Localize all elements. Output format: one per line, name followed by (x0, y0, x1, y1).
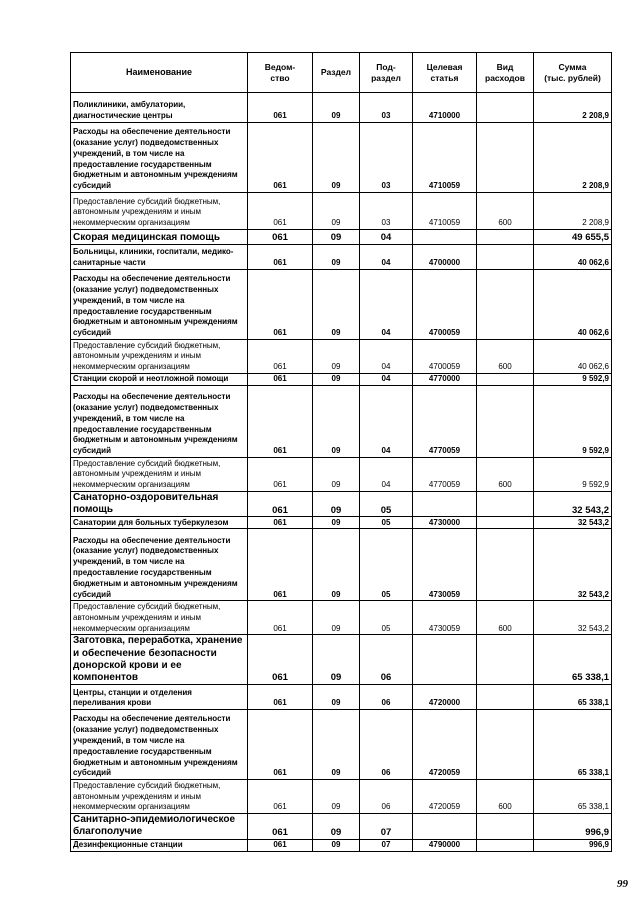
row-target: 4710000 (413, 93, 477, 123)
row-sum: 65 338,1 (534, 710, 612, 780)
row-name: Санаторно-оздоровительная помощь (71, 492, 248, 517)
row-expense (477, 270, 534, 340)
row-sum: 32 543,2 (534, 517, 612, 529)
row-sum: 2 208,9 (534, 93, 612, 123)
table-row (71, 780, 612, 814)
row-expense: 600 (477, 601, 534, 635)
row-name: Расходы на обеспечение деятельности (оказание услуг) подведомственных учреждений, в том числе на предоставление государственным бюджетным и автономным учреждениям субсидий (71, 270, 248, 340)
row-expense (477, 386, 534, 458)
row-subsection: 04 (360, 270, 413, 340)
table-row (71, 230, 612, 245)
row-section: 09 (313, 529, 360, 601)
row-dept: 061 (248, 517, 313, 529)
row-subsection: 04 (360, 245, 413, 270)
row-dept: 061 (248, 340, 313, 374)
row-target (413, 635, 477, 685)
row-subsection: 04 (360, 230, 413, 245)
row-section: 09 (313, 374, 360, 386)
row-section: 09 (313, 839, 360, 851)
row-expense (477, 685, 534, 710)
row-target: 4730000 (413, 517, 477, 529)
row-name: Предоставление субсидий бюджетным, автономным учреждениям и иным некоммерческим организациям (71, 601, 248, 635)
header-subsection: Под- раздел (360, 53, 413, 93)
row-expense (477, 635, 534, 685)
table-row (71, 270, 612, 340)
row-name: Предоставление субсидий бюджетным, автономным учреждениям и иным некоммерческим организациям (71, 193, 248, 230)
row-dept: 061 (248, 780, 313, 814)
row-target: 4720059 (413, 780, 477, 814)
row-dept: 061 (248, 123, 313, 193)
table-row (71, 386, 612, 458)
row-sum: 2 208,9 (534, 193, 612, 230)
row-section: 09 (313, 193, 360, 230)
budget-table (70, 52, 612, 852)
row-name: Санитарно-эпидемиологическое благополучие (71, 814, 248, 839)
row-sum: 2 208,9 (534, 123, 612, 193)
row-dept: 061 (248, 270, 313, 340)
row-expense (477, 814, 534, 839)
row-subsection: 06 (360, 685, 413, 710)
row-target: 4720000 (413, 685, 477, 710)
row-section: 09 (313, 340, 360, 374)
row-sum: 9 592,9 (534, 374, 612, 386)
row-section: 09 (313, 458, 360, 492)
row-expense: 600 (477, 458, 534, 492)
row-name: Поликлиники, амбулатории, диагностические центры (71, 93, 248, 123)
row-dept: 061 (248, 635, 313, 685)
table-row (71, 685, 612, 710)
header-section: Раздел (313, 53, 360, 93)
budget-table-page (70, 52, 611, 852)
header-dept: Ведом- ство (248, 53, 313, 93)
row-target (413, 492, 477, 517)
row-dept: 061 (248, 685, 313, 710)
row-expense (477, 245, 534, 270)
row-name: Расходы на обеспечение деятельности (оказание услуг) подведомственных учреждений, в том числе на предоставление государственным бюджетным и автономным учреждениям субсидий (71, 710, 248, 780)
row-name: Дезинфекционные станции (71, 839, 248, 851)
table-body (71, 93, 612, 852)
table-row (71, 635, 612, 685)
row-target: 4710059 (413, 193, 477, 230)
row-sum: 9 592,9 (534, 386, 612, 458)
row-section: 09 (313, 635, 360, 685)
row-name: Центры, станции и отделения переливания крови (71, 685, 248, 710)
row-subsection: 04 (360, 386, 413, 458)
row-sum: 32 543,2 (534, 492, 612, 517)
table-header-row (71, 53, 612, 93)
row-subsection: 06 (360, 710, 413, 780)
row-dept: 061 (248, 814, 313, 839)
row-section: 09 (313, 780, 360, 814)
table-row (71, 193, 612, 230)
row-dept: 061 (248, 374, 313, 386)
row-subsection: 05 (360, 492, 413, 517)
row-name: Расходы на обеспечение деятельности (оказание услуг) подведомственных учреждений, в том числе на предоставление государственным бюджетным и автономным учреждениям субсидий (71, 123, 248, 193)
table-row (71, 340, 612, 374)
row-expense: 600 (477, 780, 534, 814)
table-row (71, 529, 612, 601)
header-name: Наименование (71, 53, 248, 93)
header-expense: Вид расходов (477, 53, 534, 93)
row-subsection: 05 (360, 529, 413, 601)
table-row (71, 492, 612, 517)
row-subsection: 04 (360, 458, 413, 492)
row-section: 09 (313, 93, 360, 123)
row-name: Расходы на обеспечение деятельности (оказание услуг) подведомственных учреждений, в том числе на предоставление государственным бюджетным и автономным учреждениям субсидий (71, 529, 248, 601)
row-sum: 65 338,1 (534, 685, 612, 710)
row-expense: 600 (477, 340, 534, 374)
row-subsection: 06 (360, 780, 413, 814)
row-section: 09 (313, 814, 360, 839)
row-section: 09 (313, 245, 360, 270)
row-sum: 65 338,1 (534, 635, 612, 685)
row-name: Санатории для больных туберкулезом (71, 517, 248, 529)
row-subsection: 05 (360, 601, 413, 635)
row-sum: 49 655,5 (534, 230, 612, 245)
row-dept: 061 (248, 529, 313, 601)
row-subsection: 07 (360, 839, 413, 851)
row-sum: 65 338,1 (534, 780, 612, 814)
row-subsection: 06 (360, 635, 413, 685)
row-section: 09 (313, 685, 360, 710)
row-sum: 40 062,6 (534, 245, 612, 270)
row-sum: 996,9 (534, 814, 612, 839)
table-row (71, 839, 612, 851)
row-expense: 600 (477, 193, 534, 230)
row-section: 09 (313, 230, 360, 245)
row-sum: 40 062,6 (534, 340, 612, 374)
row-dept: 061 (248, 492, 313, 517)
row-name: Предоставление субсидий бюджетным, автономным учреждениям и иным некоммерческим организациям (71, 340, 248, 374)
page-mark: 99 (617, 878, 628, 890)
row-section: 09 (313, 710, 360, 780)
row-target: 4700000 (413, 245, 477, 270)
header-sum: Сумма (тыс. рублей) (534, 53, 612, 93)
row-target (413, 814, 477, 839)
row-target: 4730059 (413, 601, 477, 635)
row-dept: 061 (248, 193, 313, 230)
row-name: Заготовка, переработка, хранение и обеспечение безопасности донорской крови и ее компонентов (71, 635, 248, 685)
row-target: 4730059 (413, 529, 477, 601)
row-target: 4720059 (413, 710, 477, 780)
row-expense (477, 529, 534, 601)
row-dept: 061 (248, 710, 313, 780)
row-sum: 32 543,2 (534, 601, 612, 635)
row-dept: 061 (248, 230, 313, 245)
row-section: 09 (313, 270, 360, 340)
row-expense (477, 93, 534, 123)
table-row (71, 814, 612, 839)
row-target: 4700059 (413, 340, 477, 374)
row-section: 09 (313, 123, 360, 193)
table-row (71, 123, 612, 193)
row-target: 4710059 (413, 123, 477, 193)
row-sum: 996,9 (534, 839, 612, 851)
row-sum: 32 543,2 (534, 529, 612, 601)
table-row (71, 245, 612, 270)
row-sum: 9 592,9 (534, 458, 612, 492)
table-row (71, 517, 612, 529)
row-dept: 061 (248, 458, 313, 492)
row-target: 4790000 (413, 839, 477, 851)
row-subsection: 04 (360, 340, 413, 374)
row-section: 09 (313, 492, 360, 517)
row-dept: 061 (248, 245, 313, 270)
row-dept: 061 (248, 386, 313, 458)
row-dept: 061 (248, 839, 313, 851)
row-name: Предоставление субсидий бюджетным, автономным учреждениям и иным некоммерческим организациям (71, 780, 248, 814)
row-sum: 40 062,6 (534, 270, 612, 340)
row-subsection: 03 (360, 193, 413, 230)
header-target: Целевая статья (413, 53, 477, 93)
row-name: Станции скорой и неотложной помощи (71, 374, 248, 386)
row-section: 09 (313, 517, 360, 529)
row-subsection: 03 (360, 93, 413, 123)
row-section: 09 (313, 386, 360, 458)
row-target: 4700059 (413, 270, 477, 340)
row-expense (477, 123, 534, 193)
row-target: 4770000 (413, 374, 477, 386)
row-section: 09 (313, 601, 360, 635)
row-name: Скорая медицинская помощь (71, 230, 248, 245)
row-subsection: 05 (360, 517, 413, 529)
row-name: Больницы, клиники, госпитали, медико-санитарные части (71, 245, 248, 270)
row-expense (477, 517, 534, 529)
row-target: 4770059 (413, 458, 477, 492)
row-name: Расходы на обеспечение деятельности (оказание услуг) подведомственных учреждений, в том числе на предоставление государственным бюджетным и автономным учреждениям субсидий (71, 386, 248, 458)
row-subsection: 03 (360, 123, 413, 193)
row-target (413, 230, 477, 245)
row-expense (477, 492, 534, 517)
table-row (71, 458, 612, 492)
row-expense (477, 839, 534, 851)
row-name: Предоставление субсидий бюджетным, автономным учреждениям и иным некоммерческим организациям (71, 458, 248, 492)
table-row (71, 374, 612, 386)
row-dept: 061 (248, 93, 313, 123)
table-row (71, 93, 612, 123)
table-row (71, 710, 612, 780)
table-row (71, 601, 612, 635)
row-expense (477, 230, 534, 245)
row-subsection: 04 (360, 374, 413, 386)
row-expense (477, 374, 534, 386)
row-subsection: 07 (360, 814, 413, 839)
row-dept: 061 (248, 601, 313, 635)
row-target: 4770059 (413, 386, 477, 458)
row-expense (477, 710, 534, 780)
